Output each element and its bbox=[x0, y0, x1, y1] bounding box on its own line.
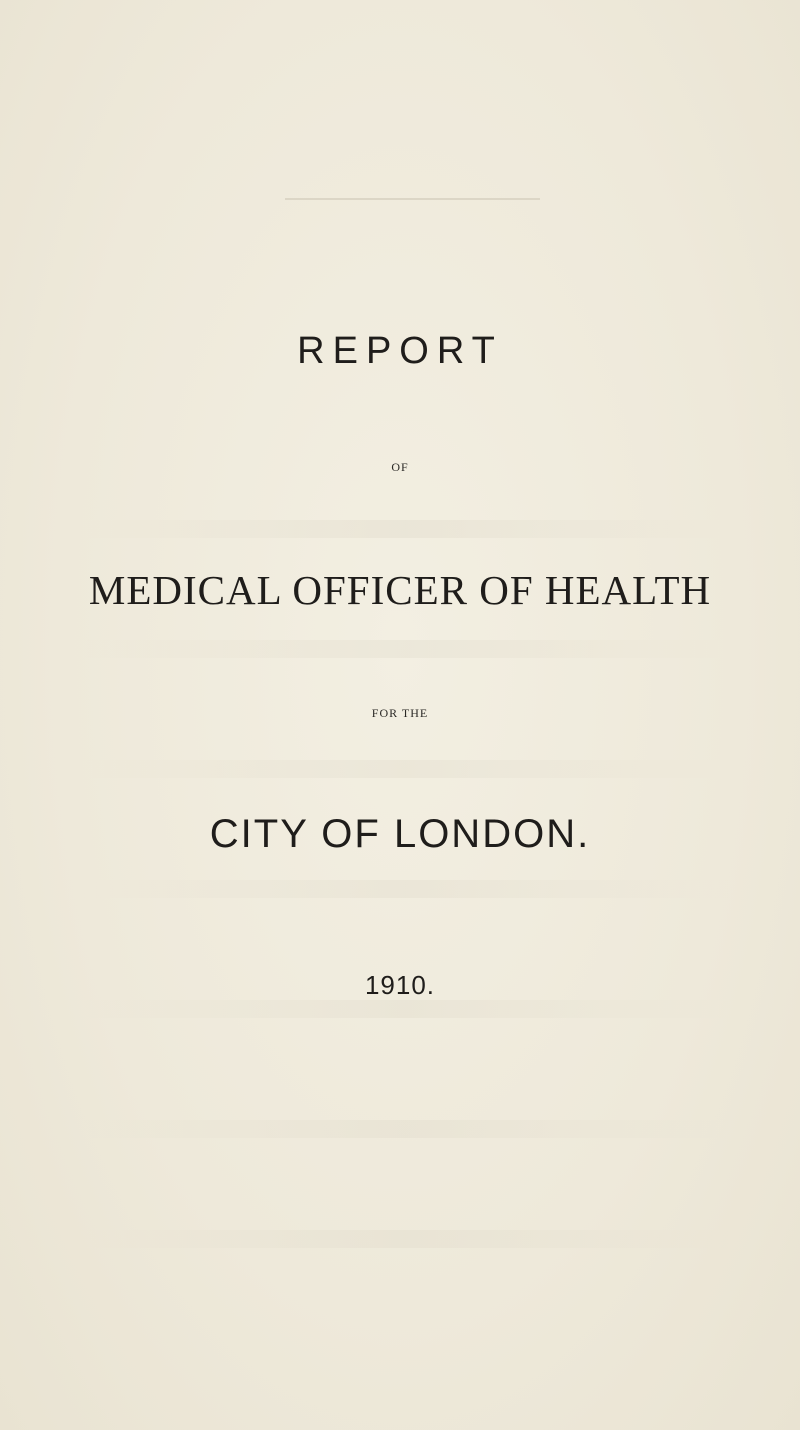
office-title: MEDICAL OFFICER OF HEALTH bbox=[88, 567, 712, 613]
city-title: CITY OF LONDON. bbox=[209, 812, 591, 856]
report-heading: REPORT bbox=[297, 330, 503, 372]
year-label: 1910. bbox=[364, 970, 436, 1000]
for-the-label: FOR THE bbox=[371, 706, 429, 720]
of-label: OF bbox=[391, 460, 409, 474]
